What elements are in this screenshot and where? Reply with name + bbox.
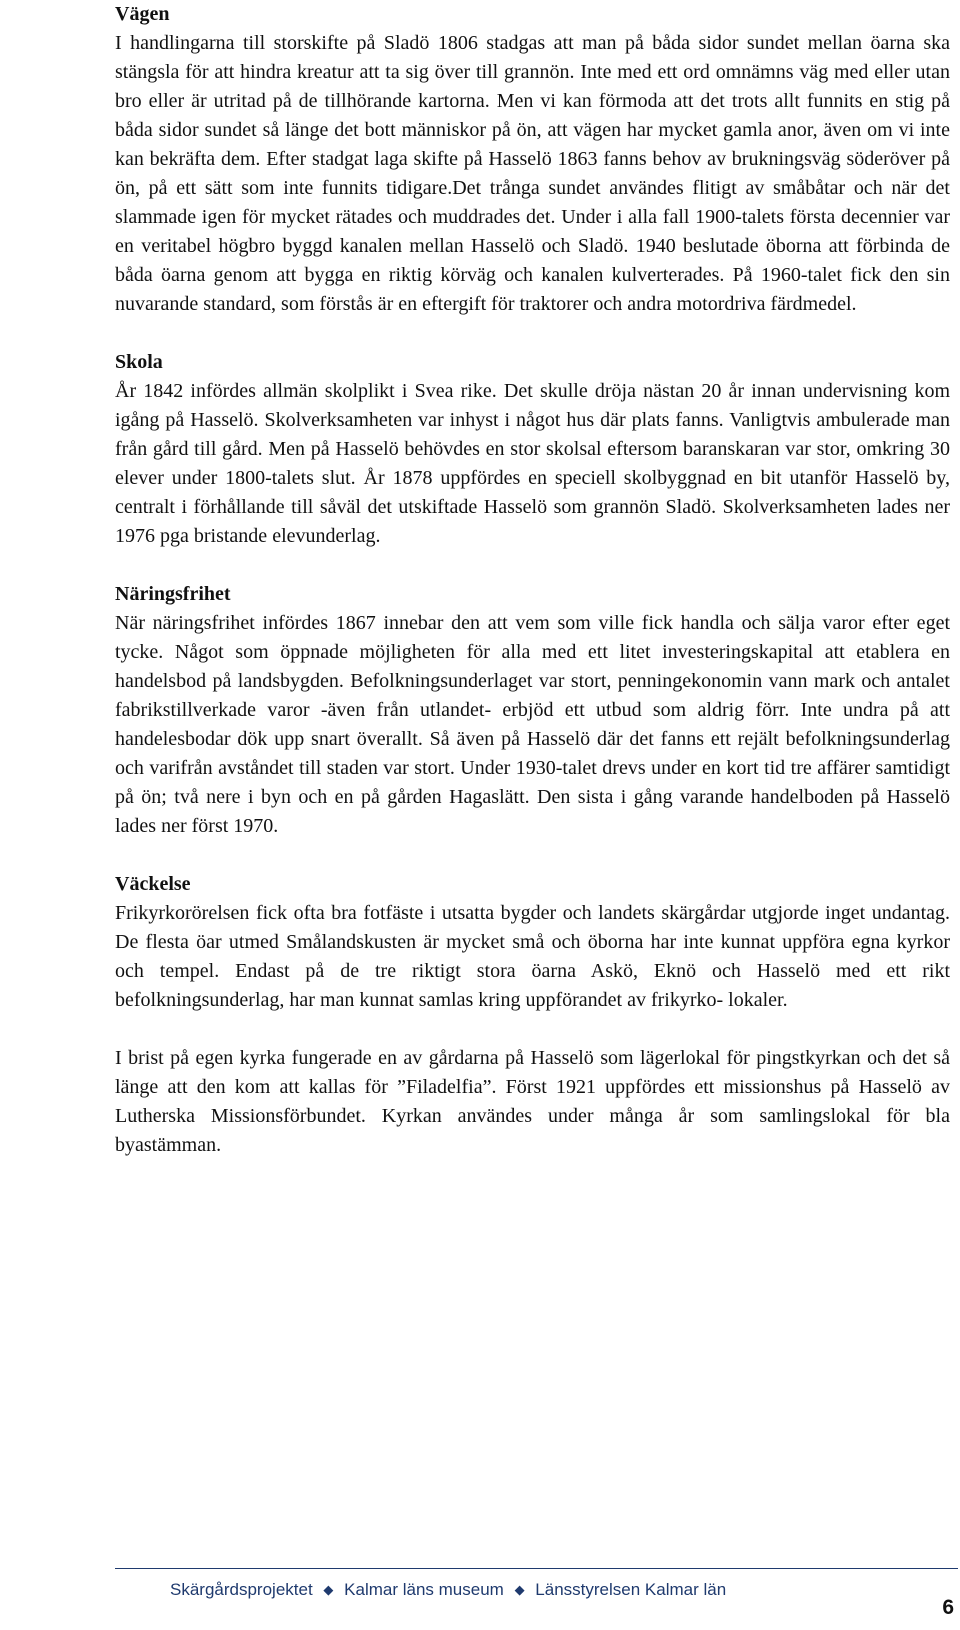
section-naringsfrihet — [115, 580, 950, 841]
page-number: 6 — [942, 1596, 954, 1619]
section-vagen — [115, 0, 950, 319]
spacer — [115, 551, 950, 580]
section-paragraph: I brist på egen kyrka fungerade en av gårdarna på Hasselö som lägerlokal för pingstkyrkan och det så länge att den kom att kallas för ”Filadelfia”. Först 1921 uppfördes ett missionshus på Hasselö av Lutherska Missionsförbundet. Kyrkan användes under många år som samlingslokal för bla byastämman. — [115, 1047, 950, 1156]
section-paragraph: När näringsfrihet infördes 1867 innebar den att vem som ville fick handla och sälja varor efter eget tycke. Något som öppnade möjligheten för alla med ett litet investeringskapital att etablera en handelsbod på landsbygden. Befolkningsunderlaget var stort, penningekonomin vann mark och antalet fabrikstillverkade varor -även från utlandet- erbjöd ett utbud som aldrig förr. Inte undra på att handelesbodar dök upp snart överallt. Så även på Hasselö där det fanns ett rejält befolkningsunderlag och varifrån avståndet till staden var stort. Under 1930-talet drevs under en kort tid tre affärer samtidigt på ön; två nere i byn och en på gården Hagaslätt. Den sista i gång varande handelboden på Hasselö lades ner först 1970. — [115, 612, 950, 837]
footer-county: Länsstyrelsen Kalmar län — [535, 1580, 727, 1599]
section-paragraph: År 1842 infördes allmän skolplikt i Svea rike. Det skulle dröja nästan 20 år innan undervisning kom igång på Hasselö. Skolverksamheten var inhyst i något hus där plats fanns. Vanligtvis ambulerade man från gård till gård. Men på Hasselö behövdes en stor skolsal eftersom baranskaran var stor, omkring 30 elever under 1800-talets slut. År 1878 uppfördes en speciell skolbyggnad en bit utanför Hasselö by, centralt i förhållande till såväl det utskiftade Hasselö som grannön Sladö. Skolverksamheten lades ner 1976 pga bristande elevunderlag. — [115, 380, 950, 547]
diamond-icon: ◆ — [514, 1582, 525, 1597]
spacer — [115, 841, 950, 870]
footer-project: Skärgårdsprojektet — [170, 1580, 313, 1599]
footer — [170, 1580, 726, 1600]
section-skola — [115, 348, 950, 551]
footer-museum: Kalmar läns museum — [344, 1580, 504, 1599]
section-heading: Väckelse — [115, 873, 191, 895]
document-page — [115, 0, 950, 1160]
section-paragraph: Frikyrkorörelsen fick ofta bra fotfäste i utsatta bygder och landets skärgårdar utgjorde inget undantag. De flesta öar utmed Smålandskusten är mycket små och öborna har inte kunnat uppföra egna kyrkor och tempel. Endast på de tre riktigt stora öarna Askö, Eknö och Hasselö med ett rikt befolkningsunderlag, har man kunnat samlas kring uppförandet av frikyrko- lokaler. — [115, 902, 950, 1011]
spacer — [115, 1015, 950, 1044]
section-heading: Vägen — [115, 3, 170, 25]
section-heading: Näringsfrihet — [115, 583, 231, 605]
section-paragraph: I handlingarna till storskifte på Sladö 1806 stadgas att man på båda sidor sundet mellan öarna ska stängsla för att hindra kreatur att ta sig över till grannön. Inte med ett ord omnämns väg med eller utan bro eller är utritad på de tillhörande kartorna. Men vi kan förmoda att det trots allt funnits en stig på båda sidor sundet så länge det bott människor på ön, att vägen har mycket gamla anor, även om vi inte kan bekräfta dem. Efter stadgat laga skifte på Hasselö 1863 fanns behov av brukningsväg söderöver på ön, på ett sätt som inte funnits tidigare.Det trånga sundet användes flitigt av småbåtar och när det slammade igen för mycket rätades och muddrades det. Under i alla fall 1900-talets första decennier var en veritabel högbro byggd kanalen mellan Hasselö och Sladö. 1940 beslutade öborna att förbinda de båda öarna genom att bygga en riktig körväg och kanalen kulverterades. På 1960-talet fick den sin nuvarande standard, som förstås är en eftergift för traktorer och andra motordriva färdmedel. — [115, 32, 950, 315]
diamond-icon: ◆ — [323, 1582, 334, 1597]
spacer — [115, 319, 950, 348]
footer-rule — [115, 1568, 958, 1569]
section-heading: Skola — [115, 351, 163, 373]
section-vackelse — [115, 870, 950, 1160]
